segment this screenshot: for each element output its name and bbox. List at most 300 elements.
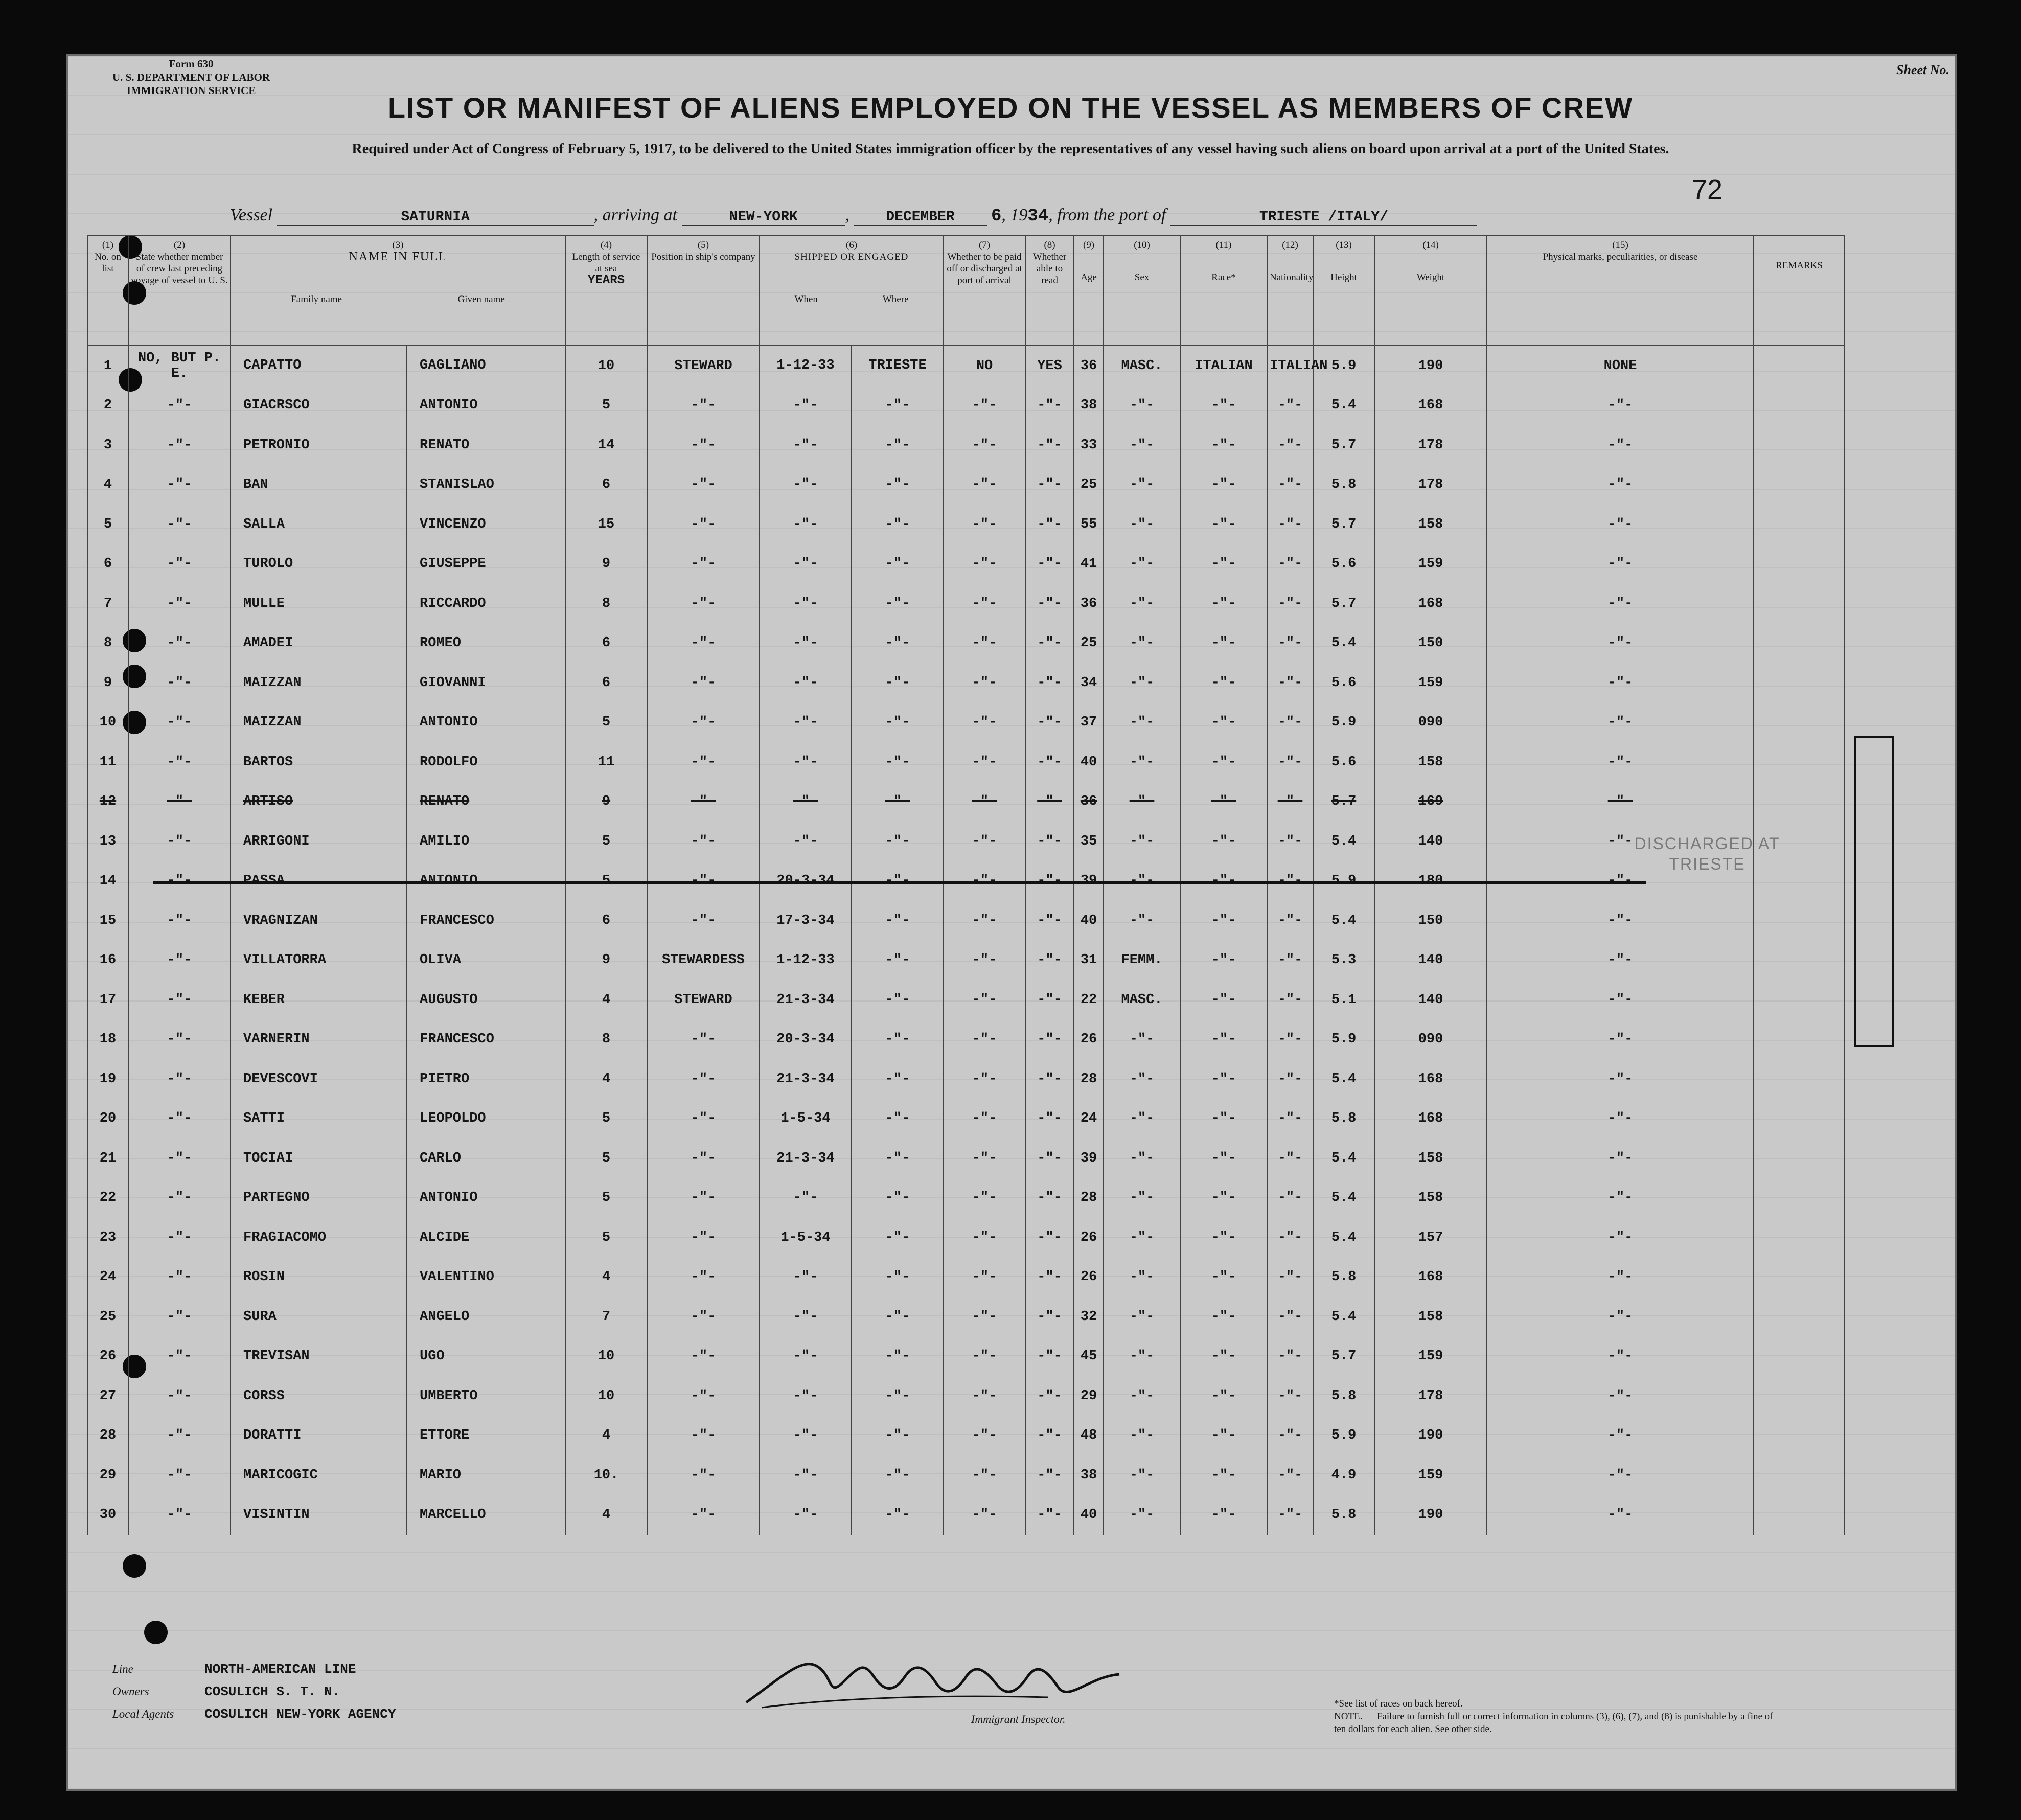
binder-hole xyxy=(144,1621,168,1644)
cell-no: 22 xyxy=(87,1178,128,1218)
cell-no: 12 xyxy=(87,782,128,822)
cell-no: 20 xyxy=(87,1099,128,1139)
cell-remarks xyxy=(1754,782,1845,822)
cell-height: 5.4 xyxy=(1313,1059,1374,1099)
cell-marks: -"- xyxy=(1487,1020,1754,1060)
cell-no: 24 xyxy=(87,1258,128,1298)
cell-sex: -"- xyxy=(1104,386,1180,426)
cell-position: -"- xyxy=(647,1376,760,1416)
table-row xyxy=(87,782,1845,822)
cell-family: PETRONIO xyxy=(231,425,407,465)
cell-no: 29 xyxy=(87,1455,128,1495)
cell-nationality: -"- xyxy=(1267,1337,1313,1377)
cell-weight: 168 xyxy=(1374,584,1487,624)
cell-remarks xyxy=(1754,980,1845,1020)
col-header-weight: (14) Weight xyxy=(1374,236,1487,346)
cell-given: GIOVANNI xyxy=(407,663,565,703)
owners-value: COSULICH S. T. N. xyxy=(204,1684,340,1699)
cell-age: 28 xyxy=(1074,1178,1104,1218)
cell-given: STANISLAO xyxy=(407,465,565,505)
sheet-number-label: Sheet No. xyxy=(1896,62,1949,77)
table-row xyxy=(87,1218,1845,1258)
cell-position: -"- xyxy=(647,505,760,544)
inspector-signature xyxy=(741,1646,1130,1713)
discharged-stamp-line2: TRIESTE xyxy=(1669,855,1746,873)
cell-race: -"- xyxy=(1180,1495,1267,1535)
cell-no: 15 xyxy=(87,901,128,941)
cell-where: -"- xyxy=(852,822,944,861)
cell-position: -"- xyxy=(647,1455,760,1495)
cell-when: -"- xyxy=(760,544,852,584)
cell-prev: -"- xyxy=(128,663,231,703)
cell-read: -"- xyxy=(1025,1337,1074,1377)
cell-when: 1-12-33 xyxy=(760,346,852,386)
cell-race: -"- xyxy=(1180,465,1267,505)
agents-value: COSULICH NEW-YORK AGENCY xyxy=(204,1707,396,1722)
cell-age: 36 xyxy=(1074,346,1104,386)
cell-marks: -"- xyxy=(1487,386,1754,426)
cell-sex: -"- xyxy=(1104,663,1180,703)
cell-nationality: -"- xyxy=(1267,1297,1313,1337)
cell-age: 29 xyxy=(1074,1376,1104,1416)
cell-remarks xyxy=(1754,1059,1845,1099)
cell-height: 5.4 xyxy=(1313,1139,1374,1178)
service-name: IMMIGRATION SERVICE xyxy=(126,84,256,97)
cell-read: -"- xyxy=(1025,782,1074,822)
cell-paid: -"- xyxy=(944,703,1025,743)
cell-age: 40 xyxy=(1074,742,1104,782)
cell-family: TREVISAN xyxy=(231,1337,407,1377)
cell-family: MARICOGIC xyxy=(231,1455,407,1495)
cell-position: -"- xyxy=(647,386,760,426)
cell-read: YES xyxy=(1025,346,1074,386)
cell-paid: -"- xyxy=(944,980,1025,1020)
cell-paid: -"- xyxy=(944,544,1025,584)
cell-sex: MASC. xyxy=(1104,980,1180,1020)
cell-sex: -"- xyxy=(1104,1020,1180,1060)
cell-no: 30 xyxy=(87,1495,128,1535)
cell-read: -"- xyxy=(1025,584,1074,624)
cell-given: PIETRO xyxy=(407,1059,565,1099)
table-row xyxy=(87,703,1845,743)
table-row xyxy=(87,742,1845,782)
cell-family: GIACRSCO xyxy=(231,386,407,426)
table-row xyxy=(87,1258,1845,1298)
cell-race: -"- xyxy=(1180,980,1267,1020)
cell-race: -"- xyxy=(1180,1218,1267,1258)
cell-no: 18 xyxy=(87,1020,128,1060)
cell-read: -"- xyxy=(1025,1218,1074,1258)
cell-no: 2 xyxy=(87,386,128,426)
cell-read: -"- xyxy=(1025,624,1074,664)
form-number: Form 630 xyxy=(169,58,214,70)
cell-prev: -"- xyxy=(128,1416,231,1456)
cell-paid: NO xyxy=(944,346,1025,386)
cell-age: 34 xyxy=(1074,663,1104,703)
cell-paid: -"- xyxy=(944,1337,1025,1377)
cell-age: 39 xyxy=(1074,1139,1104,1178)
cell-years: 10 xyxy=(565,1376,647,1416)
cell-family: CAPATTO xyxy=(231,346,407,386)
cell-height: 5.9 xyxy=(1313,703,1374,743)
cell-remarks xyxy=(1754,1218,1845,1258)
cell-no: 26 xyxy=(87,1337,128,1377)
cell-years: 5 xyxy=(565,1139,647,1178)
cell-weight: 178 xyxy=(1374,465,1487,505)
cell-prev: -"- xyxy=(128,1337,231,1377)
cell-weight: 190 xyxy=(1374,346,1487,386)
cell-given: VALENTINO xyxy=(407,1258,565,1298)
cell-weight: 178 xyxy=(1374,1376,1487,1416)
cell-where: -"- xyxy=(852,1258,944,1298)
cell-prev: -"- xyxy=(128,901,231,941)
cell-when: -"- xyxy=(760,1376,852,1416)
cell-position: -"- xyxy=(647,1139,760,1178)
footer-block xyxy=(112,1662,396,1729)
footnotes xyxy=(1334,1697,1774,1736)
cell-when: -"- xyxy=(760,1416,852,1456)
cell-where: -"- xyxy=(852,386,944,426)
cell-years: 9 xyxy=(565,782,647,822)
cell-remarks xyxy=(1754,1139,1845,1178)
cell-years: 5 xyxy=(565,703,647,743)
cell-weight: 159 xyxy=(1374,663,1487,703)
cell-where: -"- xyxy=(852,1139,944,1178)
cell-remarks xyxy=(1754,1376,1845,1416)
cell-sex: -"- xyxy=(1104,1455,1180,1495)
cell-when: 21-3-34 xyxy=(760,1059,852,1099)
vessel-label: Vessel xyxy=(230,206,273,224)
table-row xyxy=(87,901,1845,941)
cell-when: -"- xyxy=(760,1258,852,1298)
cell-weight: 158 xyxy=(1374,1178,1487,1218)
cell-read: -"- xyxy=(1025,703,1074,743)
cell-weight: 150 xyxy=(1374,901,1487,941)
cell-family: MULLE xyxy=(231,584,407,624)
arriving-label: arriving at xyxy=(602,206,677,224)
cell-family: SATTI xyxy=(231,1099,407,1139)
cell-marks: -"- xyxy=(1487,544,1754,584)
cell-paid: -"- xyxy=(944,425,1025,465)
cell-family: ARTISO xyxy=(231,782,407,822)
cell-years: 6 xyxy=(565,465,647,505)
cell-paid: -"- xyxy=(944,505,1025,544)
cell-height: 5.8 xyxy=(1313,1376,1374,1416)
cell-where: -"- xyxy=(852,1099,944,1139)
cell-height: 5.8 xyxy=(1313,1099,1374,1139)
table-row xyxy=(87,505,1845,544)
cell-paid: -"- xyxy=(944,1297,1025,1337)
table-row xyxy=(87,1376,1845,1416)
document-subtitle: Required under Act of Congress of February 5, 1917, to be delivered to the United States immigration officer by the representatives of any vessel having such aliens on board upon arrival at a port of the United States. xyxy=(352,141,1669,157)
cell-family: SURA xyxy=(231,1297,407,1337)
cell-race: -"- xyxy=(1180,1416,1267,1456)
table-row xyxy=(87,346,1845,386)
cell-height: 5.4 xyxy=(1313,624,1374,664)
cell-age: 36 xyxy=(1074,782,1104,822)
cell-sex: -"- xyxy=(1104,742,1180,782)
cell-family: AMADEI xyxy=(231,624,407,664)
cell-given: ANGELO xyxy=(407,1297,565,1337)
cell-where: -"- xyxy=(852,505,944,544)
cell-nationality: -"- xyxy=(1267,584,1313,624)
cell-position: -"- xyxy=(647,1416,760,1456)
cell-years: 4 xyxy=(565,1059,647,1099)
cell-height: 5.6 xyxy=(1313,742,1374,782)
col-header-no: (1) No. on list xyxy=(87,236,128,346)
cell-height: 5.9 xyxy=(1313,1020,1374,1060)
cell-height: 5.8 xyxy=(1313,1258,1374,1298)
cell-position: -"- xyxy=(647,703,760,743)
cell-years: 11 xyxy=(565,742,647,782)
cell-years: 8 xyxy=(565,1020,647,1060)
cell-given: ANTONIO xyxy=(407,386,565,426)
cell-age: 32 xyxy=(1074,1297,1104,1337)
cell-family: VILLATORRA xyxy=(231,941,407,981)
cell-age: 48 xyxy=(1074,1416,1104,1456)
cell-read: -"- xyxy=(1025,901,1074,941)
cell-remarks xyxy=(1754,584,1845,624)
cell-no: 19 xyxy=(87,1059,128,1099)
cell-race: -"- xyxy=(1180,742,1267,782)
cell-when: -"- xyxy=(760,1495,852,1535)
cell-where: -"- xyxy=(852,663,944,703)
cell-no: 10 xyxy=(87,703,128,743)
cell-prev: -"- xyxy=(128,782,231,822)
department-name: U. S. DEPARTMENT OF LABOR xyxy=(112,71,270,83)
cell-age: 26 xyxy=(1074,1020,1104,1060)
cell-marks: -"- xyxy=(1487,1495,1754,1535)
cell-remarks xyxy=(1754,1297,1845,1337)
cell-age: 25 xyxy=(1074,624,1104,664)
cell-family: TOCIAI xyxy=(231,1139,407,1178)
cell-remarks xyxy=(1754,703,1845,743)
cell-height: 5.7 xyxy=(1313,425,1374,465)
cell-age: 38 xyxy=(1074,1455,1104,1495)
cell-no: 7 xyxy=(87,584,128,624)
cell-years: 7 xyxy=(565,1297,647,1337)
cell-race: -"- xyxy=(1180,584,1267,624)
cell-marks: -"- xyxy=(1487,465,1754,505)
cell-race: -"- xyxy=(1180,544,1267,584)
cell-when: 1-5-34 xyxy=(760,1099,852,1139)
cell-age: 25 xyxy=(1074,465,1104,505)
cell-height: 5.8 xyxy=(1313,1495,1374,1535)
cell-paid: -"- xyxy=(944,1258,1025,1298)
cell-sex: -"- xyxy=(1104,1376,1180,1416)
cell-age: 28 xyxy=(1074,1059,1104,1099)
cell-age: 35 xyxy=(1074,822,1104,861)
cell-read: -"- xyxy=(1025,1178,1074,1218)
cell-prev: -"- xyxy=(128,1455,231,1495)
cell-years: 5 xyxy=(565,386,647,426)
cell-weight: 158 xyxy=(1374,1139,1487,1178)
cell-sex: -"- xyxy=(1104,1258,1180,1298)
cell-family: CORSS xyxy=(231,1376,407,1416)
cell-weight: 168 xyxy=(1374,1099,1487,1139)
cell-weight: 190 xyxy=(1374,1416,1487,1456)
cell-where: -"- xyxy=(852,1178,944,1218)
cell-prev: -"- xyxy=(128,465,231,505)
cell-paid: -"- xyxy=(944,1495,1025,1535)
table-row xyxy=(87,941,1845,981)
cell-when: -"- xyxy=(760,1337,852,1377)
cell-race: -"- xyxy=(1180,386,1267,426)
where-subheader: Where xyxy=(882,294,909,305)
cell-years: 4 xyxy=(565,1416,647,1456)
cell-marks: -"- xyxy=(1487,663,1754,703)
discharged-stamp-line1: DISCHARGED AT xyxy=(1634,834,1780,853)
cell-paid: -"- xyxy=(944,742,1025,782)
cell-age: 26 xyxy=(1074,1218,1104,1258)
cell-remarks xyxy=(1754,1178,1845,1218)
table-row xyxy=(87,1178,1845,1218)
cell-read: -"- xyxy=(1025,1416,1074,1456)
cell-age: 45 xyxy=(1074,1337,1104,1377)
cell-where: -"- xyxy=(852,584,944,624)
cell-height: 5.4 xyxy=(1313,1218,1374,1258)
cell-family: SALLA xyxy=(231,505,407,544)
cell-race: -"- xyxy=(1180,505,1267,544)
cell-given: UMBERTO xyxy=(407,1376,565,1416)
cell-where: -"- xyxy=(852,624,944,664)
cell-prev: -"- xyxy=(128,1139,231,1178)
cell-age: 40 xyxy=(1074,901,1104,941)
cell-given: ANTONIO xyxy=(407,1178,565,1218)
cell-nationality: ITALIAN xyxy=(1267,346,1313,386)
line-label: Line xyxy=(112,1663,133,1675)
table-row xyxy=(87,1495,1845,1535)
cell-paid: -"- xyxy=(944,782,1025,822)
cell-nationality: -"- xyxy=(1267,386,1313,426)
cell-weight: 090 xyxy=(1374,703,1487,743)
cell-where: -"- xyxy=(852,1337,944,1377)
cell-marks: -"- xyxy=(1487,980,1754,1020)
cell-years: 6 xyxy=(565,624,647,664)
cell-height: 5.4 xyxy=(1313,386,1374,426)
vessel-name: SATURNIA xyxy=(277,209,594,226)
when-subheader: When xyxy=(794,294,818,305)
cell-read: -"- xyxy=(1025,1495,1074,1535)
cell-age: 33 xyxy=(1074,425,1104,465)
cell-when: 20-3-34 xyxy=(760,1020,852,1060)
cell-prev: -"- xyxy=(128,1297,231,1337)
cell-prev: NO, BUT P. E. xyxy=(128,346,231,386)
cell-sex: -"- xyxy=(1104,1218,1180,1258)
cell-position: -"- xyxy=(647,544,760,584)
cell-paid: -"- xyxy=(944,1376,1025,1416)
cell-position: -"- xyxy=(647,663,760,703)
cell-when: 21-3-34 xyxy=(760,980,852,1020)
year-suffix: 34 xyxy=(1027,207,1049,226)
cell-nationality: -"- xyxy=(1267,505,1313,544)
cell-marks: NONE xyxy=(1487,346,1754,386)
cell-position: -"- xyxy=(647,782,760,822)
cell-years: 4 xyxy=(565,1258,647,1298)
cell-given: LEOPOLDO xyxy=(407,1099,565,1139)
cell-sex: -"- xyxy=(1104,584,1180,624)
binder-hole xyxy=(123,1554,146,1578)
cell-where: -"- xyxy=(852,1218,944,1258)
table-row xyxy=(87,584,1845,624)
fine-note: NOTE. — Failure to furnish full or correct information in columns (3), (6), (7), and (8) is punishable by a fine of ten dollars for each alien. See other side. xyxy=(1334,1711,1773,1735)
cell-no: 16 xyxy=(87,941,128,981)
cell-family: VISINTIN xyxy=(231,1495,407,1535)
cell-paid: -"- xyxy=(944,1178,1025,1218)
cell-read: -"- xyxy=(1025,465,1074,505)
cell-family: BAN xyxy=(231,465,407,505)
cell-no: 17 xyxy=(87,980,128,1020)
cell-nationality: -"- xyxy=(1267,1376,1313,1416)
cell-age: 31 xyxy=(1074,941,1104,981)
cell-family: ARRIGONI xyxy=(231,822,407,861)
cell-when: 1-5-34 xyxy=(760,1218,852,1258)
table-row xyxy=(87,1455,1845,1495)
cell-when: -"- xyxy=(760,782,852,822)
year-prefix: 19 xyxy=(1010,206,1028,224)
cell-family: MAIZZAN xyxy=(231,663,407,703)
cell-race: -"- xyxy=(1180,663,1267,703)
cell-where: -"- xyxy=(852,1020,944,1060)
cell-where: -"- xyxy=(852,980,944,1020)
cell-height: 5.4 xyxy=(1313,1178,1374,1218)
col-header-service-length: (4) Length of service at sea YEARS xyxy=(565,236,647,346)
cell-remarks xyxy=(1754,1258,1845,1298)
cell-remarks xyxy=(1754,386,1845,426)
cell-when: -"- xyxy=(760,1297,852,1337)
col-header-height: (13) Height xyxy=(1313,236,1374,346)
cell-remarks xyxy=(1754,465,1845,505)
cell-nationality: -"- xyxy=(1267,544,1313,584)
race-note: *See list of races on back hereof. xyxy=(1334,1698,1463,1709)
cell-no: 1 xyxy=(87,346,128,386)
cell-no: 3 xyxy=(87,425,128,465)
cell-paid: -"- xyxy=(944,1455,1025,1495)
table-row xyxy=(87,1337,1845,1377)
cell-no: 27 xyxy=(87,1376,128,1416)
cell-given: GIUSEPPE xyxy=(407,544,565,584)
cell-height: 5.4 xyxy=(1313,901,1374,941)
cell-race: -"- xyxy=(1180,1178,1267,1218)
cell-read: -"- xyxy=(1025,1059,1074,1099)
cell-height: 5.9 xyxy=(1313,346,1374,386)
cell-height: 5.6 xyxy=(1313,663,1374,703)
cell-height: 5.7 xyxy=(1313,584,1374,624)
col-header-nationality: (12) Nationality xyxy=(1267,236,1313,346)
cell-remarks xyxy=(1754,544,1845,584)
cell-sex: -"- xyxy=(1104,624,1180,664)
cell-weight: 169 xyxy=(1374,782,1487,822)
cell-age: 37 xyxy=(1074,703,1104,743)
cell-weight: 090 xyxy=(1374,1020,1487,1060)
table-row xyxy=(87,1297,1845,1337)
cell-where: -"- xyxy=(852,1416,944,1456)
cell-read: -"- xyxy=(1025,544,1074,584)
cell-nationality: -"- xyxy=(1267,624,1313,664)
cell-years: 5 xyxy=(565,1178,647,1218)
cell-where: -"- xyxy=(852,703,944,743)
cell-family: DORATTI xyxy=(231,1416,407,1456)
cell-sex: -"- xyxy=(1104,1139,1180,1178)
cell-marks: -"- xyxy=(1487,901,1754,941)
cell-paid: -"- xyxy=(944,465,1025,505)
col-header-age: (9) Age xyxy=(1074,236,1104,346)
table-row xyxy=(87,386,1845,426)
cell-where: -"- xyxy=(852,465,944,505)
cell-paid: -"- xyxy=(944,1099,1025,1139)
cell-marks: -"- xyxy=(1487,1337,1754,1377)
cell-position: STEWARD xyxy=(647,346,760,386)
